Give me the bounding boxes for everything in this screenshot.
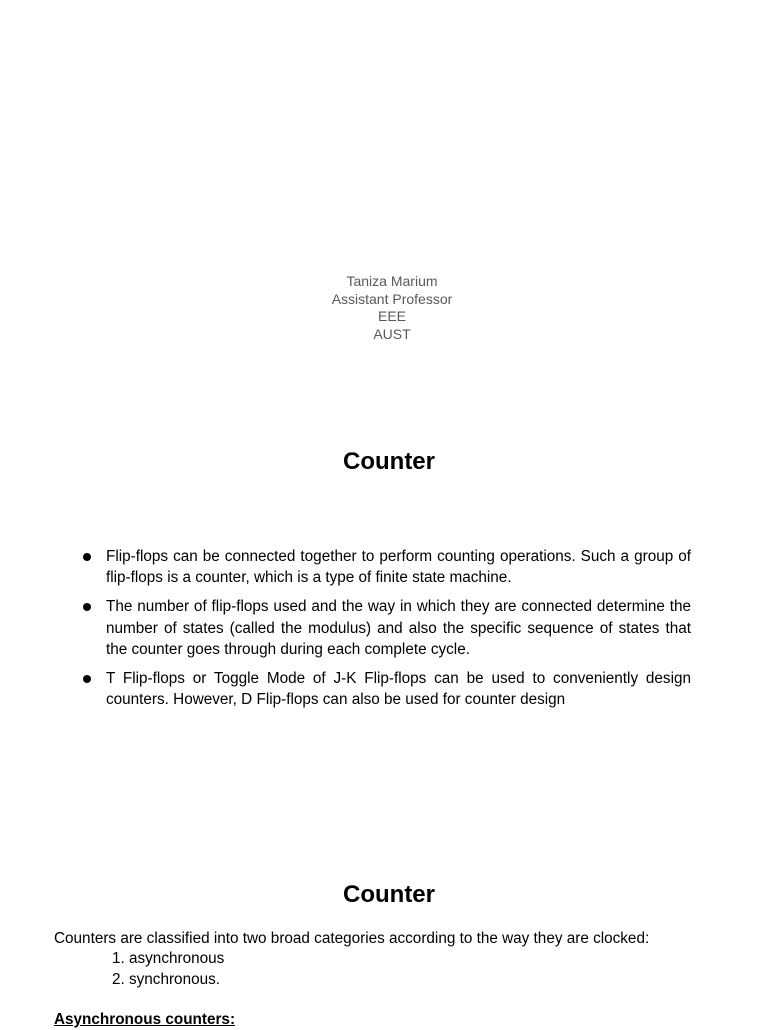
author-institution: AUST <box>373 325 411 342</box>
bullet-text: T Flip-flops or Toggle Mode of J-K Flip-flops can be used to conveniently design counters. However, D Flip-flops can also be used for counter design <box>106 670 691 709</box>
bullet-text: The number of flip-flops used and the way in which they are connected determine the number of states (called the modulus) and also the specific sequence of states that the counter goes through during each complete cycle. <box>106 598 691 658</box>
bullet-text: Flip-flops can be connected together to perform counting operations. Such a group of flip-flops is a counter, which is a type of finite state machine. <box>106 548 691 587</box>
numbered-item: 2. synchronous. <box>112 970 220 988</box>
author-block <box>234 273 550 343</box>
bullet-list <box>82 546 691 718</box>
bullet-dot-icon <box>83 603 91 611</box>
bullet-item <box>82 546 691 588</box>
author-name: Taniza Marium <box>346 273 438 289</box>
bullet-dot-icon <box>83 553 91 561</box>
bullet-dot-icon <box>83 675 91 683</box>
bullet-item <box>82 668 691 710</box>
author-title: Assistant Professor <box>331 290 453 307</box>
intro-paragraph: Counters are classified into two broad categories according to the way they are clocked: <box>54 930 650 947</box>
section-heading-counter: Counter <box>343 448 435 475</box>
subheading-asynchronous-counters: Asynchronous counters: <box>54 1011 236 1028</box>
section-heading-counter-2: Counter <box>343 881 435 908</box>
bullet-item <box>82 596 691 660</box>
numbered-list <box>112 949 224 990</box>
author-department: EEE <box>377 308 406 325</box>
numbered-item: 1. asynchronous <box>112 950 225 967</box>
